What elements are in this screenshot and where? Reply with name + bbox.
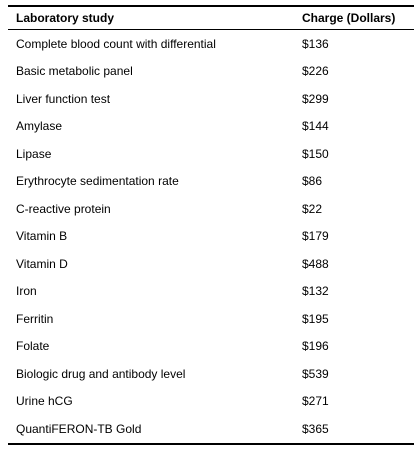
- cell-charge: $136: [302, 36, 329, 51]
- cell-study: Complete blood count with differential: [16, 36, 216, 51]
- cell-charge: $196: [302, 339, 329, 354]
- table-row: [8, 195, 414, 223]
- table-header: [8, 6, 414, 30]
- table-row: [8, 360, 414, 388]
- cell-study: Amylase: [16, 119, 63, 134]
- cell-study: Vitamin D: [16, 256, 68, 271]
- header-row: [8, 6, 414, 30]
- table-row: [8, 278, 414, 306]
- cell-study: Vitamin B: [16, 229, 68, 244]
- cell-charge: $132: [302, 284, 329, 299]
- cell-charge: $488: [302, 256, 329, 271]
- cell-charge: $150: [302, 146, 329, 161]
- cell-study: Lipase: [16, 146, 52, 161]
- table-row: [8, 223, 414, 251]
- cell-charge: $299: [302, 91, 329, 106]
- cell-charge: $144: [302, 119, 329, 134]
- cell-charge: $179: [302, 229, 329, 244]
- cell-study: Urine hCG: [16, 394, 73, 409]
- table-row: [8, 113, 414, 141]
- header-charge: Charge (Dollars): [302, 6, 414, 30]
- table-row: [8, 333, 414, 361]
- table-row: [8, 250, 414, 278]
- cell-charge: $365: [302, 421, 329, 436]
- table-row: [8, 140, 414, 168]
- table-row: [8, 30, 414, 58]
- cell-study: Ferritin: [16, 311, 54, 326]
- table-body: [8, 30, 414, 444]
- cell-charge: $22: [302, 201, 323, 216]
- cell-study: Liver function test: [16, 91, 111, 106]
- cell-study: Biologic drug and antibody level: [16, 366, 186, 381]
- cell-study: QuantiFERON-TB Gold: [16, 421, 142, 436]
- table-row: [8, 168, 414, 196]
- cell-charge: $271: [302, 394, 329, 409]
- table-row: [8, 58, 414, 86]
- cell-charge: $226: [302, 64, 329, 79]
- cell-study: Basic metabolic panel: [16, 64, 133, 79]
- cell-study: Iron: [16, 284, 37, 299]
- cell-charge: $86: [302, 174, 323, 189]
- cell-charge: $539: [302, 366, 329, 381]
- header-laboratory-study: Laboratory study: [8, 6, 302, 30]
- table-row: [8, 388, 414, 416]
- cell-charge: $195: [302, 311, 329, 326]
- cell-study: Folate: [16, 339, 50, 354]
- cell-study: Erythrocyte sedimentation rate: [16, 174, 179, 189]
- cell-study: C-reactive protein: [16, 201, 111, 216]
- lab-charges-table: [8, 5, 414, 445]
- table-row: [8, 85, 414, 113]
- table-row: [8, 415, 414, 444]
- table-row: [8, 305, 414, 333]
